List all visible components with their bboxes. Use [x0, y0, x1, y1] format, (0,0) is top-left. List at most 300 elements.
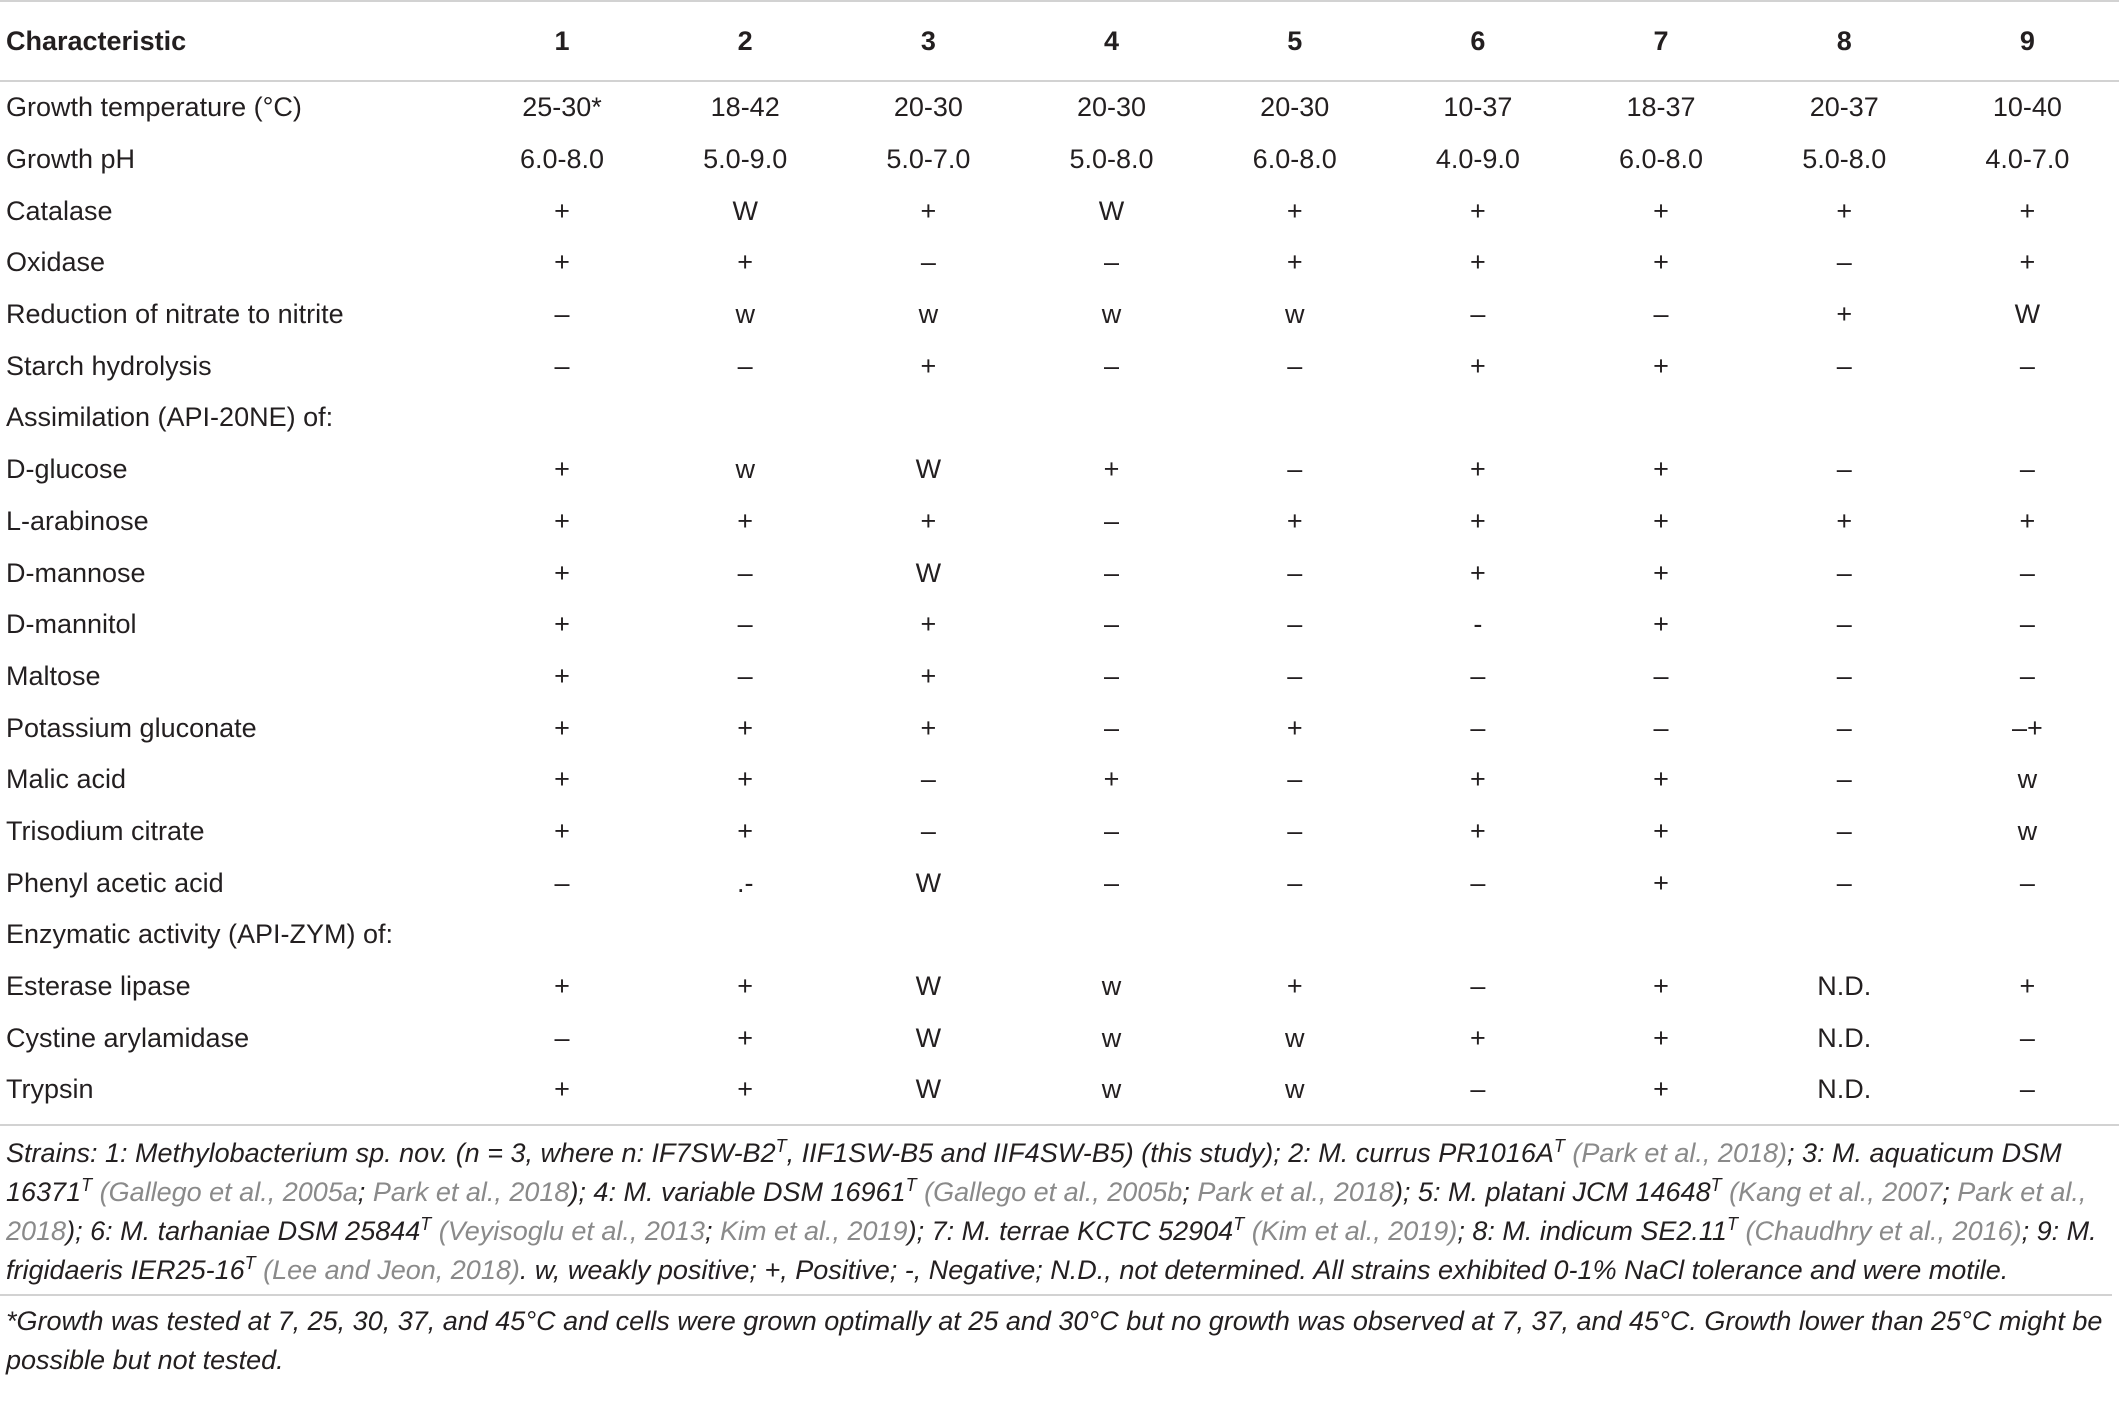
table-cell: –	[1836, 867, 1852, 898]
table-cell: –	[1287, 609, 1303, 640]
table-cell: w	[2017, 764, 2038, 795]
row-label-text: Assimilation (API-20NE) of:	[6, 402, 334, 433]
row-label-text: Trisodium citrate	[6, 815, 205, 846]
table-cell: –	[2019, 350, 2035, 381]
table-cell: w	[1284, 1022, 1305, 1053]
row-label	[0, 185, 470, 237]
table-cell: –	[1287, 557, 1303, 588]
table-cell: +	[554, 815, 570, 846]
table-cell: 6.0-8.0	[519, 144, 605, 175]
stereo-prefix: D	[6, 609, 26, 640]
table-cell: +	[920, 609, 937, 640]
table-cell	[1753, 909, 1936, 961]
table-cell: +	[554, 712, 570, 743]
row-label	[0, 340, 470, 392]
table-cell: –	[1836, 247, 1852, 278]
table-row	[0, 81, 2119, 134]
table-cell	[1936, 909, 2119, 961]
row-label	[0, 289, 470, 341]
table-cell: w	[1101, 1022, 1122, 1053]
footnote-text: , IIF1SW-B5 and IIF4SW-B5) (this study); 2: M. currus PR1016A	[786, 1137, 1554, 1168]
type-strain-superscript: T	[1553, 1135, 1565, 1156]
table-cell: +	[1469, 815, 1486, 846]
row-label-text: Catalase	[6, 195, 113, 226]
table-cell: 4.0-9.0	[1435, 144, 1520, 175]
table-header-row	[0, 1, 2119, 81]
table-cell: 5.0-7.0	[886, 144, 971, 175]
table-cell	[837, 392, 1020, 444]
table-cell: +	[1653, 971, 1669, 1002]
table-cell: W	[732, 195, 758, 226]
table-cell: –	[1104, 815, 1120, 846]
table-row	[0, 444, 2119, 496]
footnote-text: ); 6: M. tarhaniae DSM 25844	[66, 1215, 421, 1246]
table-cell: +	[2019, 971, 2036, 1002]
table-cell: W	[915, 1074, 942, 1105]
table-cell: 5.0-9.0	[703, 144, 788, 175]
table-cell: –	[554, 350, 570, 381]
row-label-text: Potassium gluconate	[6, 712, 257, 743]
table-cell: +	[1653, 867, 1669, 898]
table-cell: +	[1836, 505, 1853, 536]
row-label-text: Cystine arylamidase	[6, 1022, 250, 1053]
table-row	[0, 340, 2119, 392]
table-cell: –	[737, 557, 753, 588]
footnote-text: ;	[1182, 1176, 1198, 1207]
citation-link[interactable]: (Kang et al., 2007	[1729, 1176, 1943, 1207]
column-header: Characteristic	[6, 25, 187, 56]
row-label	[0, 857, 470, 909]
footnote-text: ); 7: M. terrae KCTC 52904	[907, 1215, 1234, 1246]
table-body	[0, 81, 2119, 1120]
row-label-text: -glucose	[25, 454, 128, 485]
table-row	[0, 754, 2119, 806]
table-cell: +	[737, 712, 754, 743]
footnote-text: ;	[1942, 1176, 1958, 1207]
table-cell: 20-37	[1809, 92, 1879, 123]
table-cell: –	[1653, 299, 1669, 330]
footnote-text: . w, weakly positive; +, Positive; -, Negative; N.D., not determined. All strains exhibited 0-1% NaCl tolerance and were motile.	[519, 1254, 2009, 1285]
table-cell: +	[554, 195, 570, 226]
table-cell: W	[915, 454, 942, 485]
type-strain-superscript: T	[905, 1174, 917, 1195]
table-cell: –	[1470, 299, 1486, 330]
table-cell: w	[1284, 299, 1305, 330]
table-cell: –	[2019, 609, 2035, 640]
table-cell: –	[1287, 454, 1303, 485]
table-cell	[1203, 909, 1386, 961]
footnote-text: ; 9: M. frigidaeris IER25-16	[6, 1215, 2097, 1285]
table-cell: –	[1470, 971, 1486, 1002]
table-cell: –	[1836, 557, 1852, 588]
column-header: 6	[1470, 25, 1486, 56]
table-footnote	[6, 1134, 2112, 1380]
table-cell: N.D.	[1817, 971, 1872, 1002]
table-cell: +	[920, 712, 937, 743]
table-cell: w	[1101, 1074, 1122, 1105]
table-row	[0, 961, 2119, 1013]
table-cell: –	[1836, 609, 1852, 640]
table-cell: w	[735, 454, 755, 485]
stereo-prefix: D	[6, 454, 26, 485]
table-cell: –	[1104, 350, 1120, 381]
citation-link[interactable]: Park et al., 2018	[6, 1176, 2087, 1246]
table-cell	[1386, 392, 1569, 444]
citation-link[interactable]: (Veyisoglu et al., 2013	[438, 1215, 705, 1246]
table-cell: –	[920, 815, 936, 846]
table-cell: +	[1286, 247, 1303, 278]
table-cell: +	[554, 764, 570, 795]
table-cell: +	[1286, 505, 1303, 536]
table-cell	[1020, 909, 1203, 961]
row-label-text: Phenyl acetic acid	[6, 867, 224, 898]
table-cell: 20-30	[1260, 92, 1330, 123]
row-label-text: Enzymatic activity (API-ZYM) of:	[6, 919, 394, 950]
table-cell: w	[735, 299, 755, 330]
table-row	[0, 1012, 2119, 1064]
table-cell: –	[1836, 454, 1852, 485]
table-cell: +	[2019, 505, 2036, 536]
table-cell: W	[915, 867, 942, 898]
row-label	[0, 754, 470, 806]
table-cell: 18-37	[1626, 92, 1696, 123]
table-cell: 5.0-8.0	[1069, 144, 1154, 175]
citation-link[interactable]: (Gallego et al., 2005b	[924, 1176, 1183, 1207]
table-cell: W	[2014, 299, 2041, 330]
table-cell: –	[1104, 505, 1120, 536]
row-label-text: -mannitol	[25, 609, 137, 640]
table-cell: +	[1469, 1022, 1486, 1053]
type-strain-superscript: T	[244, 1252, 256, 1273]
table-cell: 25-30*	[522, 92, 602, 123]
type-strain-superscript: T	[81, 1174, 93, 1195]
table-cell	[1386, 909, 1569, 961]
type-strain-superscript: T	[1233, 1213, 1245, 1234]
citation-link[interactable]: (Kim et al., 2019)	[1251, 1215, 1458, 1246]
table-cell: –	[1287, 350, 1303, 381]
table-cell: –	[1287, 815, 1303, 846]
table-cell: +	[1653, 350, 1669, 381]
row-label	[0, 444, 470, 496]
table-cell: W	[915, 1022, 942, 1053]
footnote-text: Strains: 1: Methylobacterium sp. nov. (n = 3, where n: IF7SW-B2	[6, 1137, 776, 1168]
footnote-text	[431, 1216, 439, 1246]
table-cell: –	[554, 299, 570, 330]
table-cell: 4.0-7.0	[1985, 144, 2070, 175]
row-label	[0, 651, 470, 703]
footnote-text: ;	[704, 1215, 720, 1246]
table-cell: +	[737, 505, 754, 536]
table-cell: +	[1836, 195, 1853, 226]
table-cell: +	[1653, 815, 1669, 846]
table-cell: –	[1653, 712, 1669, 743]
citation-link[interactable]: (Chaudhry et al., 2016)	[1745, 1215, 2022, 1246]
table-cell: +	[1653, 195, 1669, 226]
table-cell	[654, 909, 837, 961]
column-header: 5	[1287, 25, 1303, 56]
table-cell: +	[1469, 350, 1486, 381]
column-header: 2	[737, 25, 753, 56]
table-cell: -	[1473, 609, 1483, 640]
table-row	[0, 289, 2119, 341]
table-cell	[1203, 392, 1386, 444]
table-cell: –	[920, 247, 936, 278]
footnote-text	[1722, 1177, 1730, 1207]
table-cell: +	[1469, 454, 1486, 485]
row-label-text: Malic acid	[6, 764, 127, 795]
citation-link[interactable]: Kim et al., 2019	[719, 1215, 908, 1246]
table-cell: –	[2019, 557, 2035, 588]
table-cell: –	[1470, 1074, 1486, 1105]
table-cell: +	[737, 971, 754, 1002]
table-cell: +	[1469, 247, 1486, 278]
table-cell: –	[1104, 609, 1120, 640]
table-cell: –	[1104, 247, 1120, 278]
table-row	[0, 806, 2119, 858]
table-cell: +	[554, 247, 570, 278]
table-cell: +	[1469, 557, 1486, 588]
footnote-text	[92, 1177, 100, 1207]
footnote-text: ); 5: M. platani JCM 14648	[1393, 1176, 1711, 1207]
table-cell: W	[915, 557, 942, 588]
row-label-text: Esterase lipase	[6, 971, 191, 1002]
table-cell: +	[554, 1074, 570, 1105]
table-cell: +	[554, 454, 570, 485]
table-cell: –	[1836, 660, 1852, 691]
table-cell: +	[1653, 505, 1669, 536]
footnote-text: ;	[357, 1176, 373, 1207]
table-cell: w	[918, 299, 939, 330]
column-header: 1	[554, 25, 570, 56]
row-label	[0, 237, 470, 289]
row-label	[0, 806, 470, 858]
row-label-text: Starch hydrolysis	[6, 350, 212, 381]
table-cell: +	[737, 1074, 754, 1105]
table-cell: 10-40	[1992, 92, 2062, 123]
row-label-text: Growth temperature (°C)	[6, 92, 302, 123]
table-cell: +	[920, 660, 937, 691]
table-cell: +	[1653, 557, 1669, 588]
table-cell: +	[1469, 195, 1486, 226]
table-cell: +	[737, 764, 754, 795]
row-label	[0, 81, 470, 134]
table-cell: –	[1470, 867, 1486, 898]
table-cell: N.D.	[1817, 1074, 1872, 1105]
citation-link[interactable]: (Lee and Jeon, 2018)	[263, 1254, 520, 1285]
strains-footnote	[6, 1134, 2112, 1290]
table-cell: +	[920, 505, 937, 536]
table-row	[0, 909, 2119, 961]
table-cell: 18-42	[710, 92, 780, 123]
footnote-text: ); 4: M. variable DSM 16961	[569, 1176, 906, 1207]
table-cell: +	[2019, 247, 2036, 278]
table-cell: +	[554, 609, 570, 640]
table-cell	[470, 909, 653, 961]
table-cell: +	[1286, 195, 1303, 226]
table-cell	[1569, 909, 1752, 961]
table-cell: +	[920, 350, 937, 381]
table-row	[0, 702, 2119, 754]
table-cell: –	[737, 609, 753, 640]
row-label	[0, 1064, 470, 1120]
citation-link[interactable]: (Park et al., 2018)	[1572, 1137, 1787, 1168]
type-strain-superscript: T	[775, 1135, 787, 1156]
row-label-text: -mannose	[25, 557, 146, 588]
table-cell: W	[915, 971, 942, 1002]
table-cell: 20-30	[893, 92, 963, 123]
footnote-text	[256, 1255, 264, 1285]
table-cell: –	[1287, 867, 1303, 898]
table-cell: –	[737, 660, 753, 691]
row-label	[0, 547, 470, 599]
citation-link[interactable]: Park et al., 2018	[1197, 1176, 1394, 1207]
footnote-text: ; 3: M. aquaticum DSM 16371	[6, 1137, 2062, 1207]
table-cell	[837, 909, 1020, 961]
row-label-text: Oxidase	[6, 247, 106, 278]
type-strain-superscript: T	[1726, 1213, 1738, 1234]
table-cell: 6.0-8.0	[1619, 144, 1704, 175]
stereo-prefix: L	[6, 505, 22, 536]
table-cell: +	[737, 1022, 754, 1053]
table-cell: 20-30	[1077, 92, 1147, 123]
citation-link[interactable]: (Gallego et al., 2005a	[99, 1176, 358, 1207]
table-cell: W	[1098, 195, 1125, 226]
table-cell: –	[1104, 660, 1120, 691]
table-row	[0, 392, 2119, 444]
row-label-text: Reduction of nitrate to nitrite	[6, 299, 344, 330]
table-cell: +	[2019, 195, 2036, 226]
table-cell: 10-37	[1443, 92, 1513, 123]
footnote-text	[1244, 1216, 1252, 1246]
column-header: 9	[2019, 25, 2035, 56]
table-cell: w	[1101, 971, 1122, 1002]
table-cell: +	[737, 247, 754, 278]
row-label	[0, 134, 470, 186]
table-cell: w	[1101, 299, 1122, 330]
table-cell: –	[1104, 712, 1120, 743]
table-row	[0, 134, 2119, 186]
table-cell: 6.0-8.0	[1252, 144, 1337, 175]
table-cell	[1936, 392, 2119, 444]
table-cell: +	[554, 971, 570, 1002]
row-label-text: Maltose	[6, 660, 101, 691]
table-row	[0, 185, 2119, 237]
table-row	[0, 547, 2119, 599]
table-cell: +	[554, 557, 570, 588]
table-cell: +	[1653, 247, 1669, 278]
table-cell	[470, 392, 653, 444]
table-cell: –	[737, 350, 753, 381]
table-cell: –	[1836, 712, 1852, 743]
table-cell: –	[1653, 660, 1669, 691]
table-cell: –	[2019, 454, 2035, 485]
table-cell: +	[1103, 454, 1120, 485]
table-cell: –	[554, 1022, 570, 1053]
row-label-text: Trypsin	[6, 1074, 94, 1105]
table-cell: –	[1836, 764, 1852, 795]
table-cell: +	[920, 195, 937, 226]
table-cell: N.D.	[1817, 1022, 1872, 1053]
table-row	[0, 496, 2119, 548]
table-cell: +	[1653, 764, 1669, 795]
table-cell: +	[554, 660, 570, 691]
row-label	[0, 1012, 470, 1064]
table-cell: –	[1287, 764, 1303, 795]
column-header: 3	[920, 25, 936, 56]
table-cell	[654, 392, 837, 444]
table-cell: +	[1653, 1022, 1669, 1053]
table-cell: +	[1103, 764, 1120, 795]
row-label-text: -arabinose	[21, 505, 149, 536]
table-cell: –	[1470, 712, 1486, 743]
table-cell	[1753, 392, 1936, 444]
growth-footnote: *Growth was tested at 7, 25, 30, 37, and 45°C and cells were grown optimally at 25 and 30°C but no growth was observed at 7, 37, and 45°C. Growth lower than 25°C might be possible but not tested.	[0, 1294, 2112, 1380]
table-cell: –	[1287, 660, 1303, 691]
type-strain-superscript: T	[420, 1213, 432, 1234]
table-row	[0, 857, 2119, 909]
citation-link[interactable]: Park et al., 2018	[372, 1176, 570, 1207]
table-cell: –	[2019, 660, 2035, 691]
table-cell: +	[1469, 764, 1486, 795]
table-cell: –	[2019, 1022, 2035, 1053]
table-cell: –	[920, 764, 936, 795]
table-cell: +	[554, 505, 570, 536]
table-cell	[1569, 392, 1752, 444]
table-cell: –	[1836, 350, 1852, 381]
table-cell: –	[2019, 1074, 2035, 1105]
footnote-text	[917, 1177, 925, 1207]
table-cell: –	[554, 867, 570, 898]
row-label	[0, 496, 470, 548]
table-cell: –	[1104, 557, 1120, 588]
stereo-prefix: D	[6, 557, 26, 588]
table-cell: –	[1470, 660, 1486, 691]
table-cell: +	[1469, 505, 1486, 536]
row-label	[0, 702, 470, 754]
column-header: 7	[1653, 25, 1669, 56]
table-cell: +	[1836, 299, 1853, 330]
table-cell: +	[1653, 454, 1669, 485]
table-bottom-rule	[0, 1124, 2119, 1126]
table-cell: .-	[736, 867, 754, 898]
column-header: 4	[1104, 25, 1120, 56]
table-row	[0, 1064, 2119, 1120]
table-cell: +	[1653, 609, 1669, 640]
table-row	[0, 599, 2119, 651]
table-cell: +	[737, 815, 754, 846]
table-cell	[1020, 392, 1203, 444]
row-label	[0, 599, 470, 651]
row-label	[0, 392, 470, 444]
table-cell: +	[1653, 1074, 1669, 1105]
column-header: 8	[1836, 25, 1852, 56]
table-cell: –	[2019, 867, 2035, 898]
footnote-text: ; 8: M. indicum SE2.11	[1457, 1215, 1727, 1246]
row-label-text: Growth pH	[6, 144, 136, 175]
type-strain-superscript: T	[1710, 1174, 1722, 1195]
table-row	[0, 651, 2119, 703]
table-cell: +	[1286, 712, 1303, 743]
table-cell: 5.0-8.0	[1802, 144, 1887, 175]
row-label	[0, 909, 470, 961]
table-cell: –+	[2012, 712, 2043, 743]
row-label	[0, 961, 470, 1013]
table-row	[0, 237, 2119, 289]
table-cell: w	[1284, 1074, 1305, 1105]
table-cell: –	[1836, 815, 1852, 846]
table-cell: +	[1286, 971, 1303, 1002]
table-cell: –	[1104, 867, 1120, 898]
